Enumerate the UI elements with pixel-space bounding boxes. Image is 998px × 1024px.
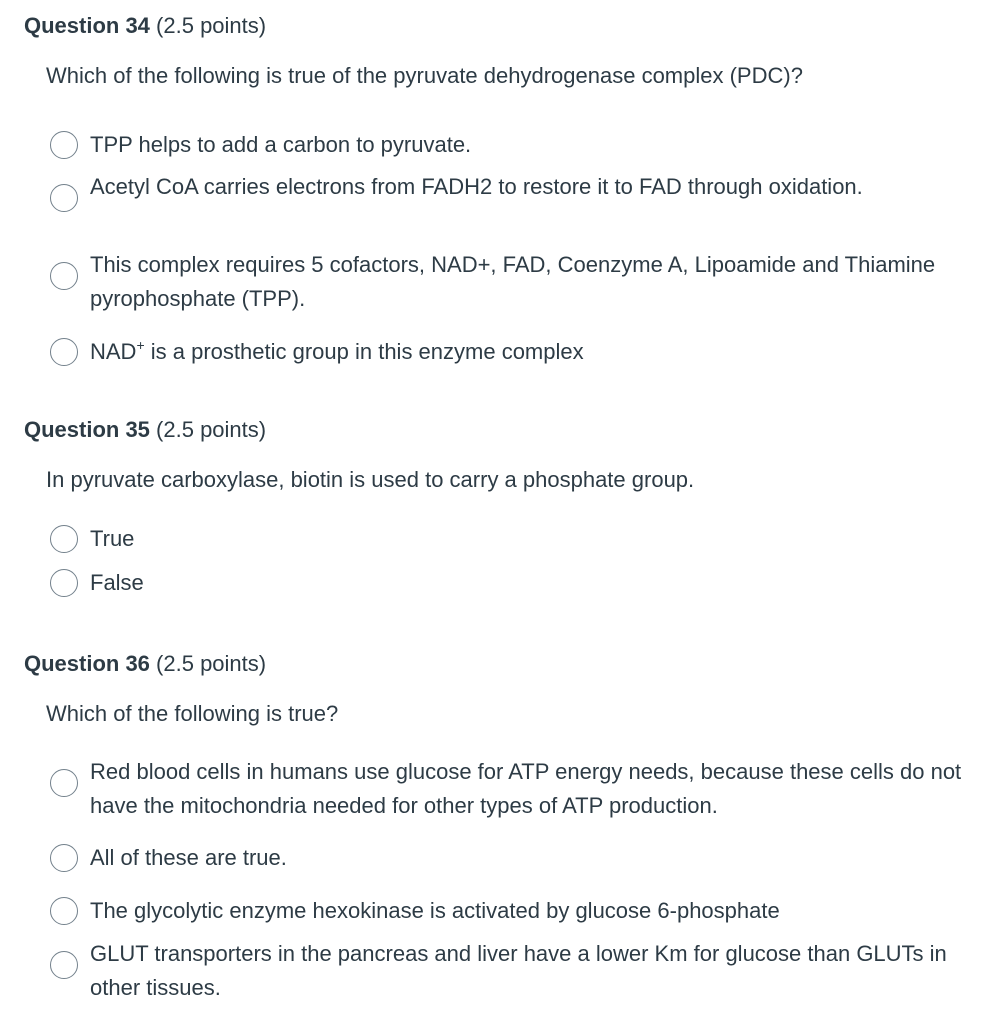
option-label: Red blood cells in humans use glucose for ATP energy needs, because these cells do not have the mitochondria needed for other types of ATP production. xyxy=(90,759,962,818)
question-34-prompt: Which of the following is true of the pyruvate dehydrogenase complex (PDC)? xyxy=(46,63,803,88)
radio-button[interactable] xyxy=(50,769,78,797)
question-34-title xyxy=(24,12,266,40)
option-label xyxy=(90,335,980,369)
option-label: This complex requires 5 cofactors, NAD+, FAD, Coenzyme A, Lipoamide and Thiamine pyrophosphate (TPP). xyxy=(90,252,936,311)
option-label: GLUT transporters in the pancreas and liver have a lower Km for glucose than GLUTs in other tissues. xyxy=(90,941,947,1000)
question-points: (2.5 points) xyxy=(156,417,267,442)
question-35-title xyxy=(24,416,266,444)
nad-text: NAD xyxy=(90,339,137,364)
option-label-rest: is a prosthetic group in this enzyme complex xyxy=(144,339,584,364)
question-number: Question 34 xyxy=(24,13,150,38)
radio-button[interactable] xyxy=(50,844,78,872)
option-label: True xyxy=(90,526,135,551)
superscript-plus: + xyxy=(136,337,145,353)
question-points: (2.5 points) xyxy=(156,13,267,38)
question-number: Question 35 xyxy=(24,417,150,442)
option-label: False xyxy=(90,570,144,595)
radio-button[interactable] xyxy=(50,131,78,159)
question-36-title xyxy=(24,650,266,678)
option-label: All of these are true. xyxy=(90,845,287,870)
radio-button[interactable] xyxy=(50,184,78,212)
question-number: Question 36 xyxy=(24,651,150,676)
option-label: TPP helps to add a carbon to pyruvate. xyxy=(90,132,472,157)
radio-button[interactable] xyxy=(50,338,78,366)
option-label: The glycolytic enzyme hexokinase is activated by glucose 6-phosphate xyxy=(90,898,780,923)
radio-button[interactable] xyxy=(50,897,78,925)
question-36-prompt: Which of the following is true? xyxy=(46,701,339,726)
radio-button[interactable] xyxy=(50,951,78,979)
radio-button[interactable] xyxy=(50,525,78,553)
radio-button[interactable] xyxy=(50,262,78,290)
option-label: Acetyl CoA carries electrons from FADH2 to restore it to FAD through oxidation. xyxy=(90,174,863,199)
question-35-prompt: In pyruvate carboxylase, biotin is used to carry a phosphate group. xyxy=(46,467,695,492)
question-points: (2.5 points) xyxy=(156,651,267,676)
radio-button[interactable] xyxy=(50,569,78,597)
